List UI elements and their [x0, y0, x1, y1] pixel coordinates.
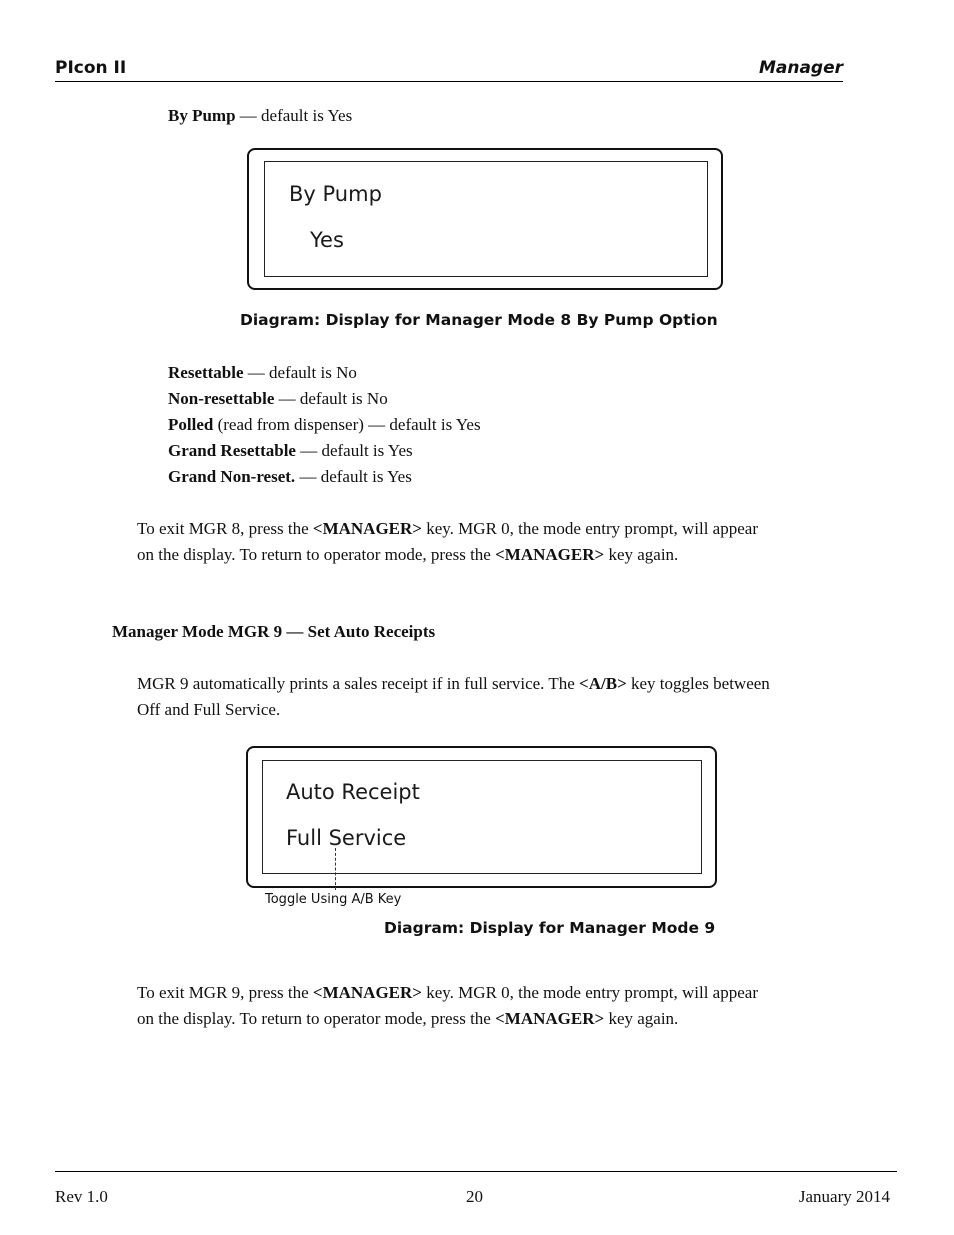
lcd-line-2: Full Service: [286, 826, 407, 850]
lcd-screen: [262, 760, 702, 874]
manager-key: <MANAGER>: [495, 545, 605, 564]
default-item-grand-resettable: Grand Resettable — default is Yes: [168, 441, 413, 460]
bypump-term: By Pump: [168, 106, 236, 125]
footer-page-number: 20: [466, 1187, 483, 1206]
default-item-non-resettable: Non-resettable — default is No: [168, 389, 388, 408]
defaults-list: [168, 360, 481, 490]
diagram-caption-1: Diagram: Display for Manager Mode 8 By Pump Option: [240, 311, 718, 329]
footer-rule: [55, 1171, 897, 1172]
lcd-line-1: Auto Receipt: [286, 780, 420, 804]
lcd-line-2: Yes: [310, 228, 344, 252]
header-rule: [55, 81, 843, 82]
lcd-display-bypump: [247, 148, 723, 290]
ab-key: <A/B>: [579, 674, 627, 693]
footer-revision: Rev 1.0: [55, 1187, 108, 1206]
section-heading-mgr9: Manager Mode MGR 9 — Set Auto Receipts: [112, 622, 436, 641]
default-item-resettable: Resettable — default is No: [168, 363, 357, 382]
header-product-name: PIcon II: [55, 58, 127, 78]
exit-mgr8-paragraph: To exit MGR 8, press the <MANAGER> key. MGR 0, the mode entry prompt, will appear on the display. To return to operator mode, press the <MANAGER> key again.: [137, 519, 758, 564]
diagram-caption-2: Diagram: Display for Manager Mode 9: [384, 919, 716, 937]
exit-mgr9-paragraph: To exit MGR 9, press the <MANAGER> key. MGR 0, the mode entry prompt, will appear on the display. To return to operator mode, press the <MANAGER> key again.: [137, 983, 758, 1028]
lcd-line-1: By Pump: [289, 182, 382, 206]
toggle-annotation: Toggle Using A/B Key: [265, 892, 402, 907]
manager-key: <MANAGER>: [495, 1009, 605, 1028]
default-item-polled: Polled (read from dispenser) — default is Yes: [168, 415, 481, 434]
manager-key: <MANAGER>: [312, 983, 422, 1002]
lcd-screen: [264, 161, 708, 277]
bypump-line: [168, 103, 352, 129]
header-section-name: Manager: [758, 58, 843, 78]
lcd-display-auto-receipt: [246, 746, 717, 888]
footer-date: January 2014: [798, 1187, 890, 1206]
annotation-leader-line: [335, 848, 336, 890]
bypump-rest: — default is Yes: [235, 106, 353, 125]
manager-key: <MANAGER>: [312, 519, 422, 538]
mgr9-description: MGR 9 automatically prints a sales receipt if in full service. The <A/B> key toggles between Off and Full Service.: [137, 674, 770, 719]
default-item-grand-non-reset: Grand Non-reset. — default is Yes: [168, 467, 412, 486]
